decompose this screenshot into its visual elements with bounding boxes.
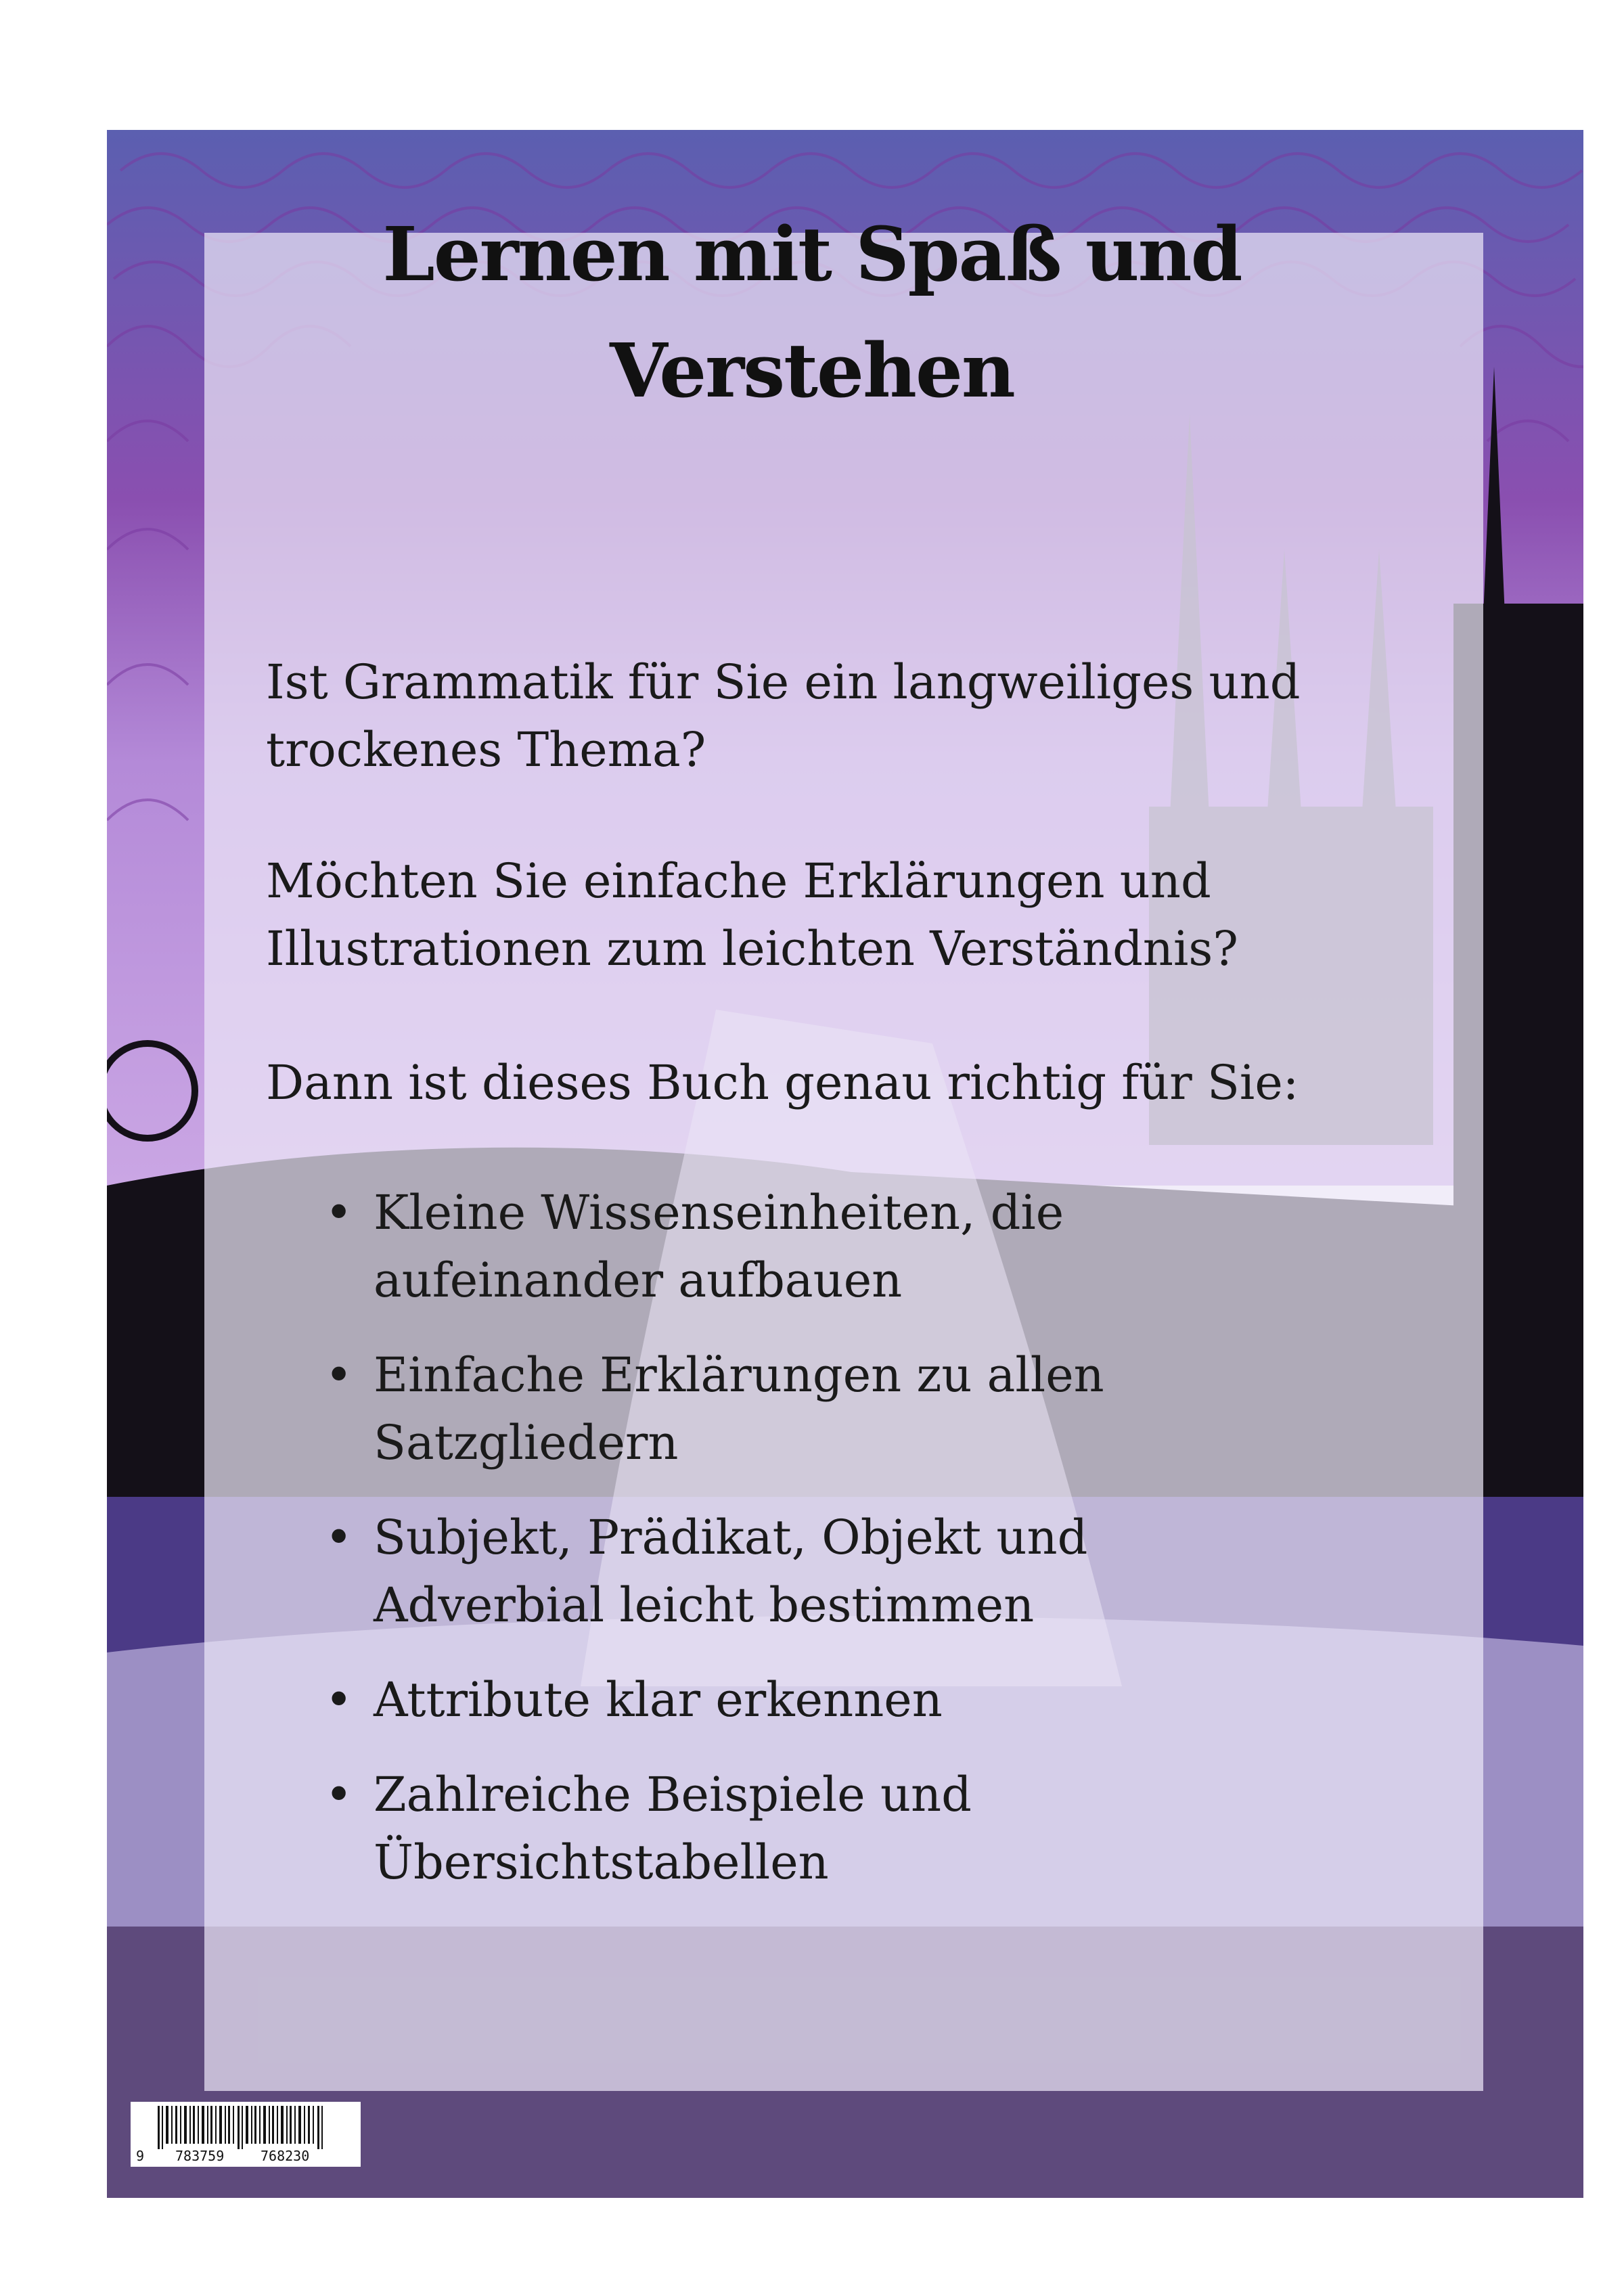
list-item-line-1: Zahlreiche Beispiele und — [374, 1767, 972, 1822]
intro-3-line-1: Dann ist dieses Buch genau richtig für Sie: — [266, 1055, 1299, 1110]
isbn-barcode — [131, 2102, 361, 2167]
list-item-line-1: Einfache Erklärungen zu allen — [374, 1347, 1104, 1403]
list-item — [325, 1761, 1340, 1896]
intro-paragraph-1 — [266, 648, 1416, 784]
list-item — [325, 1341, 1340, 1477]
barcode-group-1: 783759 — [175, 2148, 225, 2164]
bullet-icon: • — [325, 1185, 353, 1240]
list-item — [325, 1504, 1340, 1639]
bullet-icon: • — [325, 1767, 353, 1822]
title-line-2: Verstehen — [610, 327, 1014, 414]
barcode-group-2: 768230 — [261, 2148, 310, 2164]
barcode-bars-icon — [131, 2102, 361, 2149]
intro-1-line-2: trockenes Thema? — [266, 722, 706, 778]
bullet-icon: • — [325, 1672, 353, 1728]
bullet-icon: • — [325, 1510, 353, 1565]
barcode-digit-first: 9 — [136, 2148, 145, 2164]
list-item — [325, 1179, 1340, 1314]
list-item-line-1: Attribute klar erkennen — [374, 1672, 943, 1728]
intro-1-line-1: Ist Grammatik für Sie ein langweiliges und — [266, 654, 1301, 710]
intro-2-line-2: Illustrationen zum leichten Verständnis? — [266, 921, 1238, 976]
feature-list — [325, 1179, 1340, 1923]
list-item-line-2: Adverbial leicht bestimmen — [374, 1577, 1035, 1633]
intro-2-line-1: Möchten Sie einfache Erklärungen und — [266, 853, 1211, 909]
list-item — [325, 1666, 1340, 1734]
intro-paragraph-2 — [266, 847, 1416, 983]
intro-paragraph-3 — [266, 1049, 1416, 1117]
title-line-1: Lernen mit Spaß und — [382, 210, 1242, 298]
bullet-icon: • — [325, 1347, 353, 1403]
list-item-line-1: Subjekt, Prädikat, Objekt und — [374, 1510, 1088, 1565]
list-item-line-1: Kleine Wissenseinheiten, die — [374, 1185, 1064, 1240]
list-item-line-2: aufeinander aufbauen — [374, 1253, 903, 1308]
list-item-line-2: Übersichtstabellen — [374, 1834, 829, 1890]
list-item-line-2: Satzgliedern — [374, 1415, 679, 1470]
page-title — [0, 196, 1624, 429]
